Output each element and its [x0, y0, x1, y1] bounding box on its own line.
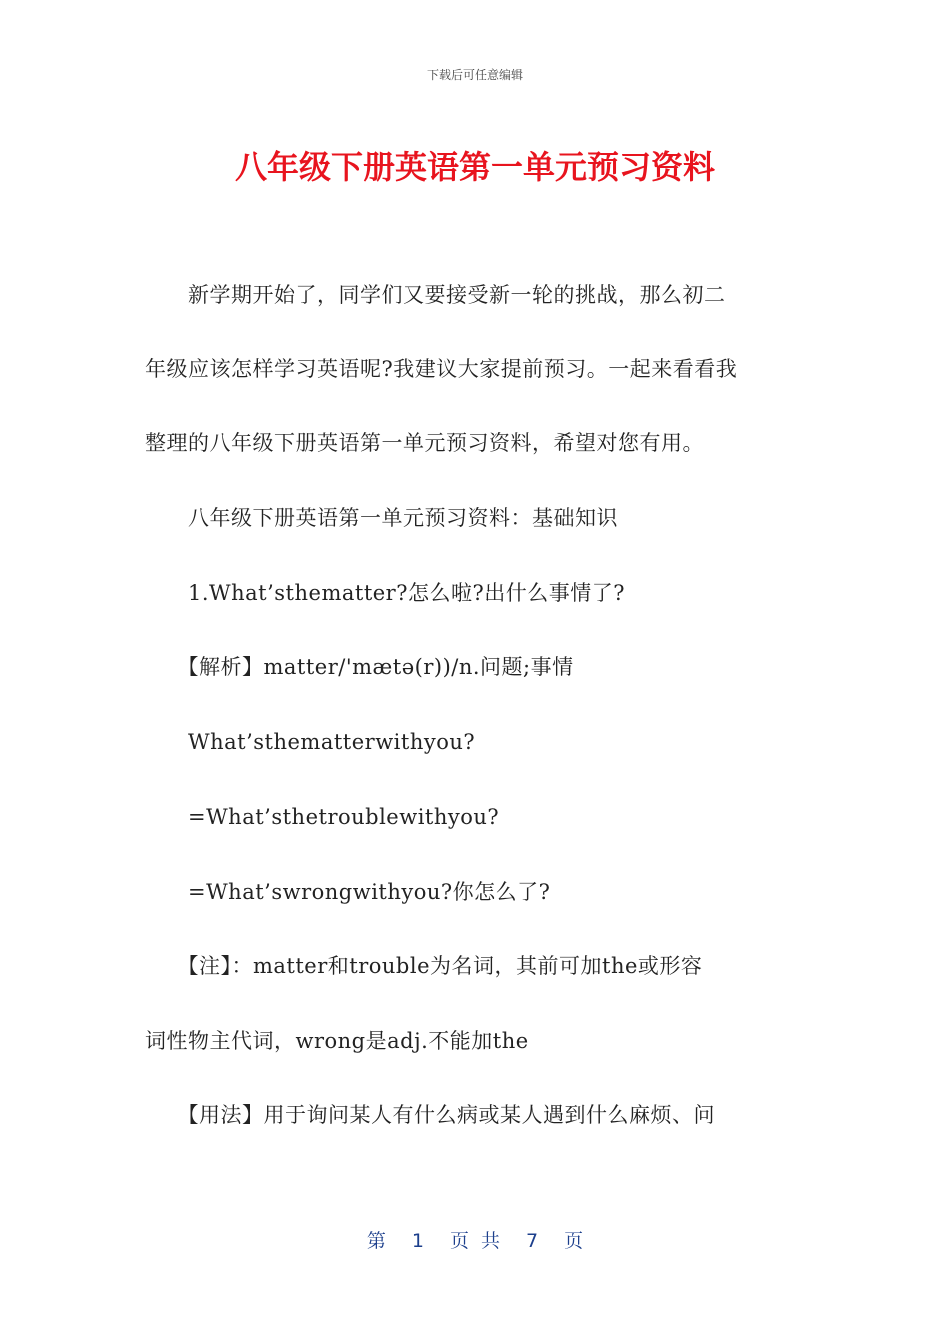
footer-total-pages: 7	[526, 1230, 539, 1252]
footer-middle: 页共	[449, 1230, 512, 1252]
paragraph-line: 1.What’sthematter?怎么啦?出什么事情了?	[145, 581, 626, 605]
paragraph-line: 年级应该怎样学习英语呢?我建议大家提前预习。一起来看看我	[145, 357, 738, 381]
paragraph-line: What’sthematterwithyou?	[145, 730, 476, 754]
paragraph-line: 【解析】matter/'mætə(r))/n.问题;事情	[145, 655, 574, 679]
paragraph-line: 【用法】用于询问某人有什么病或某人遇到什么麻烦、问	[145, 1103, 715, 1127]
footer-prefix: 第	[366, 1230, 386, 1252]
page-footer	[0, 1226, 950, 1253]
paragraph-line: 词性物主代词，wrong是adj.不能加the	[145, 1029, 529, 1053]
footer-current-page: 1	[411, 1230, 424, 1252]
paragraph-line: =What’swrongwithyou?你怎么了?	[145, 880, 551, 904]
paragraph-line: 八年级下册英语第一单元预习资料：基础知识	[145, 506, 618, 530]
paragraph-line: 新学期开始了，同学们又要接受新一轮的挑战，那么初二	[145, 283, 726, 307]
paragraph-line: =What’sthetroublewithyou?	[145, 805, 500, 829]
header-note: 下载后可任意编辑	[426, 68, 523, 82]
paragraph-line: 【注】：matter和trouble为名词，其前可加the或形容	[145, 954, 703, 978]
paragraph-line: 整理的八年级下册英语第一单元预习资料，希望对您有用。	[145, 431, 704, 455]
footer-suffix: 页	[564, 1230, 584, 1252]
document-title: 八年级下册英语第一单元预习资料	[234, 148, 715, 186]
